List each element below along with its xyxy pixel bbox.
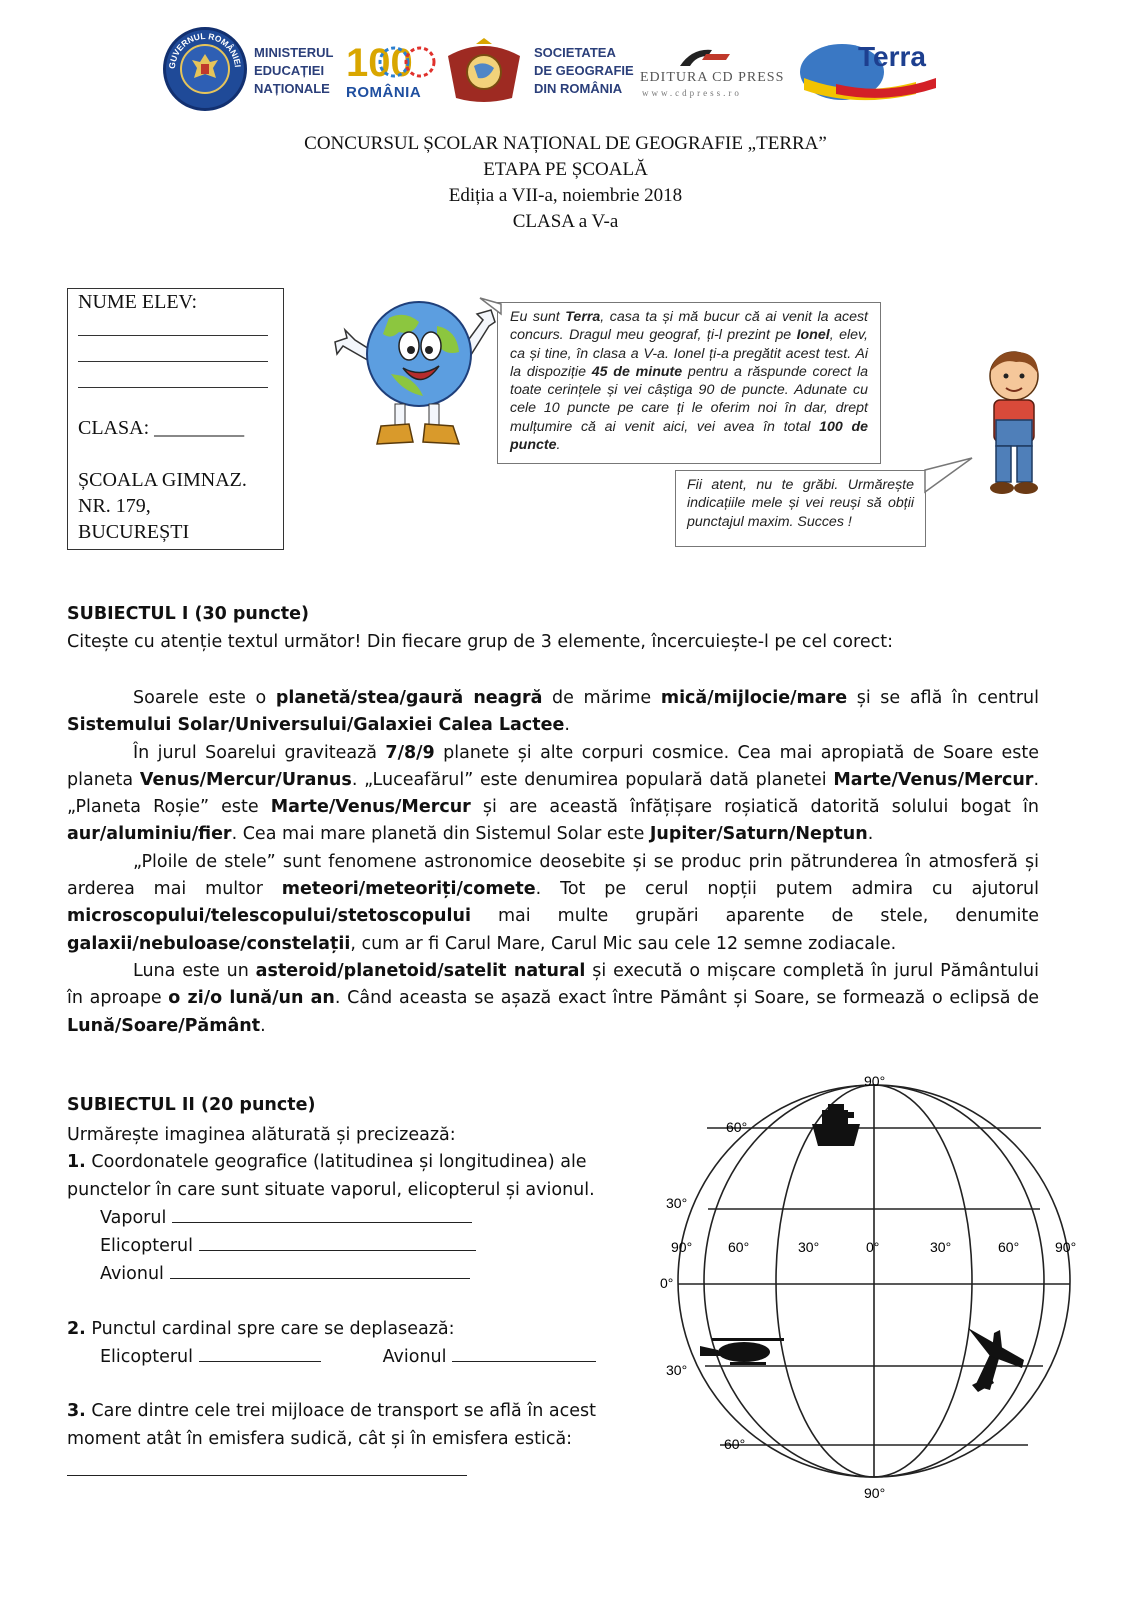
choice-group[interactable]: o zi/o lună/un an	[168, 988, 335, 1009]
choice-group[interactable]: Marte/Venus/Mercur	[270, 797, 471, 818]
ministry-name: MINISTERUL EDUCAȚIEI NAȚIONALE	[254, 45, 334, 96]
label-lon-90e: 90°	[1055, 1239, 1077, 1255]
answer-line-question-3[interactable]	[67, 1457, 467, 1476]
subject-1-text	[67, 685, 1039, 1040]
globe-grid-diagram	[650, 1065, 1090, 1505]
label-lat-60s: 60°	[724, 1436, 746, 1452]
label-south-pole: 90°	[864, 1485, 886, 1501]
choice-group[interactable]: Venus/Mercur/Uranus	[139, 769, 352, 790]
subject-2-title: SUBIECTUL II (20 puncte)	[67, 1095, 316, 1115]
choice-group[interactable]: aur/aluminiu/fier	[67, 824, 232, 845]
label-lon-30e: 30°	[930, 1239, 952, 1255]
label-north-pole: 90°	[864, 1073, 886, 1089]
ionel-speech-bubble: Fii atent, nu te grăbi. Urmărește indicațiile mele și vei reuși să obții punctajul maxim. Succes !	[675, 470, 926, 547]
school-line-3: BUCUREȘTI	[78, 521, 190, 543]
choice-group[interactable]: Sistemului Solar/Universului/Galaxiei Calea Lactee	[67, 715, 565, 736]
terra-speech-bubble: Eu sunt Terra, casa ta și mă bucur că ai venit la acest concurs. Dragul meu geograf, ți-l prezint pe Ionel, elev, ca și tine, în clasa a V-a. Ionel ți-a pregătit acest test. Ai la dispoziție 45 de minute pentru a răspunde corect la toate cerințele și vei câștiga 90 de puncte. Adunate cu cele 10 puncte pe care ți le oferim noi în dar, drept mulțumire că ai venit aici, vei avea în total 100 de puncte.	[497, 302, 881, 464]
label-lat-30n: 30°	[666, 1195, 688, 1211]
answer-line-direction-avionul[interactable]	[452, 1343, 596, 1362]
student-name-line-2[interactable]	[78, 337, 268, 362]
eagle-emblem	[180, 44, 230, 94]
grade-line: CLASA a V-a	[512, 211, 619, 232]
choice-group[interactable]: galaxii/nebuloase/constelații	[67, 933, 351, 954]
class-label[interactable]: CLASA: _________	[78, 417, 245, 439]
student-name-label: NUME ELEV:	[78, 291, 198, 313]
label-lat-0: 0°	[660, 1275, 674, 1291]
answer-avionul: Avionul	[67, 1260, 622, 1288]
airplane-icon	[968, 1328, 1024, 1392]
student-info-box	[67, 288, 284, 550]
answer-line-vaporul[interactable]	[172, 1204, 472, 1223]
svg-text:GUVERNUL ROMÂNIEI: GUVERNUL ROMÂNIEI	[166, 30, 243, 70]
svg-text:Terra: Terra	[858, 41, 926, 72]
geography-society-emblem	[440, 36, 528, 106]
contest-title: CONCURSUL ȘCOLAR NAȚIONAL DE GEOGRAFIE „TERRA”	[304, 133, 827, 154]
answer-elicopterul: Elicopterul	[67, 1232, 622, 1260]
answer-direction-row: Elicopterul Avionul	[67, 1343, 622, 1371]
bubble1-tail	[478, 296, 502, 320]
government-seal-logo	[163, 27, 247, 111]
subject-2-block	[67, 1122, 622, 1485]
label-lon-90w: 90°	[671, 1239, 693, 1255]
edition-line: Ediția a VII-a, noiembrie 2018	[448, 185, 683, 206]
boy-ionel-cartoon	[976, 348, 1050, 498]
school-line-1: ȘCOALA GIMNAZ.	[78, 469, 247, 491]
paragraph-moon: Luna este un asteroid/planetoid/satelit natural și execută o mișcare completă în jurul Pământului în aproape o zi/o lună/un an. Când aceasta se așază exact între Pământ și Soare, se formează o eclipsă de Lună/Soare/Pământ.	[67, 960, 1039, 1036]
cd-press-logo: EDITURA CD PRESS www.cdpress.ro	[640, 44, 790, 102]
geography-society-name: SOCIETATEA DE GEOGRAFIE DIN ROMÂNIA	[534, 45, 634, 96]
label-lon-0: 0°	[866, 1239, 880, 1255]
choice-group[interactable]: planetă/stea/gaură neagră	[275, 688, 543, 708]
choice-group[interactable]: microscopului/telescopului/stetoscopului	[67, 906, 471, 927]
label-lat-60n: 60°	[726, 1119, 748, 1135]
student-name-line-3[interactable]	[78, 363, 268, 388]
svg-text:100: 100	[346, 41, 413, 84]
answer-line-direction-elicopterul[interactable]	[199, 1343, 321, 1362]
subject-2-instruction: Urmărește imaginea alăturată și precizează:	[67, 1125, 456, 1145]
bubble2-tail	[924, 456, 974, 500]
choice-group[interactable]: mică/mijlocie/mare	[660, 688, 848, 708]
question-3: 3. Care dintre cele trei mijloace de transport se află în acest moment atât în emisfera sudică, cât și în emisfera estică:	[67, 1401, 596, 1449]
school-line-2: NR. 179,	[78, 495, 151, 517]
answer-line-avionul[interactable]	[170, 1260, 470, 1279]
paragraph-sun: Soarele este o planetă/stea/gaură neagră de mărime mică/mijlocie/mare și se află în centrul Sistemului Solar/Universului/Galaxiei Calea Lactee.	[67, 688, 1039, 736]
subject-1-title: SUBIECTUL I (30 puncte)	[67, 604, 309, 624]
question-1: 1. Coordonatele geografice (latitudinea și longitudinea) ale punctelor în care sunt situate vaporul, elicopterul și avionul.	[67, 1152, 595, 1200]
choice-group[interactable]: 7/8/9	[385, 742, 435, 763]
choice-group[interactable]: asteroid/planetoid/satelit natural	[255, 960, 586, 981]
label-lon-60w: 60°	[728, 1239, 750, 1255]
choice-group[interactable]: Jupiter/Saturn/Neptun	[649, 824, 868, 845]
cartoon-earth-mascot	[333, 296, 498, 456]
ship-icon	[812, 1104, 860, 1146]
answer-line-elicopterul[interactable]	[199, 1232, 476, 1251]
terra-logo	[796, 38, 946, 104]
centenar-logo: 100 ROMÂNIA	[344, 36, 436, 96]
label-lon-30w: 30°	[798, 1239, 820, 1255]
paragraph-planets: În jurul Soarelui gravitează 7/8/9 planete și alte corpuri cosmice. Cea mai apropiată de Soare este planeta Venus/Mercur/Uranus. „Luceafărul” este denumirea populară dată planetei Marte/Venus/Mercur. „Planeta Roșie” este Marte/Venus/Mercur și are această înfățișare roșiatică datorită solului bogat în aur/aluminiu/fier. Cea mai mare planetă din Sistemul Solar este Jupiter/Saturn/Neptun.	[67, 742, 1040, 845]
choice-group[interactable]: Marte/Venus/Mercur	[833, 769, 1034, 790]
label-lat-30s: 30°	[666, 1362, 688, 1378]
choice-group[interactable]: Lună/Soare/Pământ	[67, 1015, 261, 1036]
label-lon-60e: 60°	[998, 1239, 1020, 1255]
stage-title: ETAPA PE ȘCOALĂ	[483, 159, 648, 180]
question-2: 2. Punctul cardinal spre care se deplasează:	[67, 1318, 455, 1339]
subject-1-instruction: Citește cu atenție textul următor! Din fiecare grup de 3 elemente, încercuiește-l pe cel corect:	[67, 632, 893, 652]
choice-group[interactable]: meteori/meteoriți/comete	[281, 879, 536, 900]
student-name-line-1[interactable]	[78, 311, 268, 336]
answer-vaporul: Vaporul	[67, 1204, 622, 1232]
paragraph-stars: „Ploile de stele” sunt fenomene astronomice deosebite și se produc prin pătrunderea în atmosferă și arderea mai multor meteori/meteoriți/comete. Tot pe cerul nopții putem admira cu ajutorul microscopului/telescopului/stetoscopului mai multe grupări aparente de stele, denumite galaxii/nebuloase/constelații, cum ar fi Carul Mare, Carul Mic sau cele 12 semne zodiacale.	[67, 851, 1039, 954]
